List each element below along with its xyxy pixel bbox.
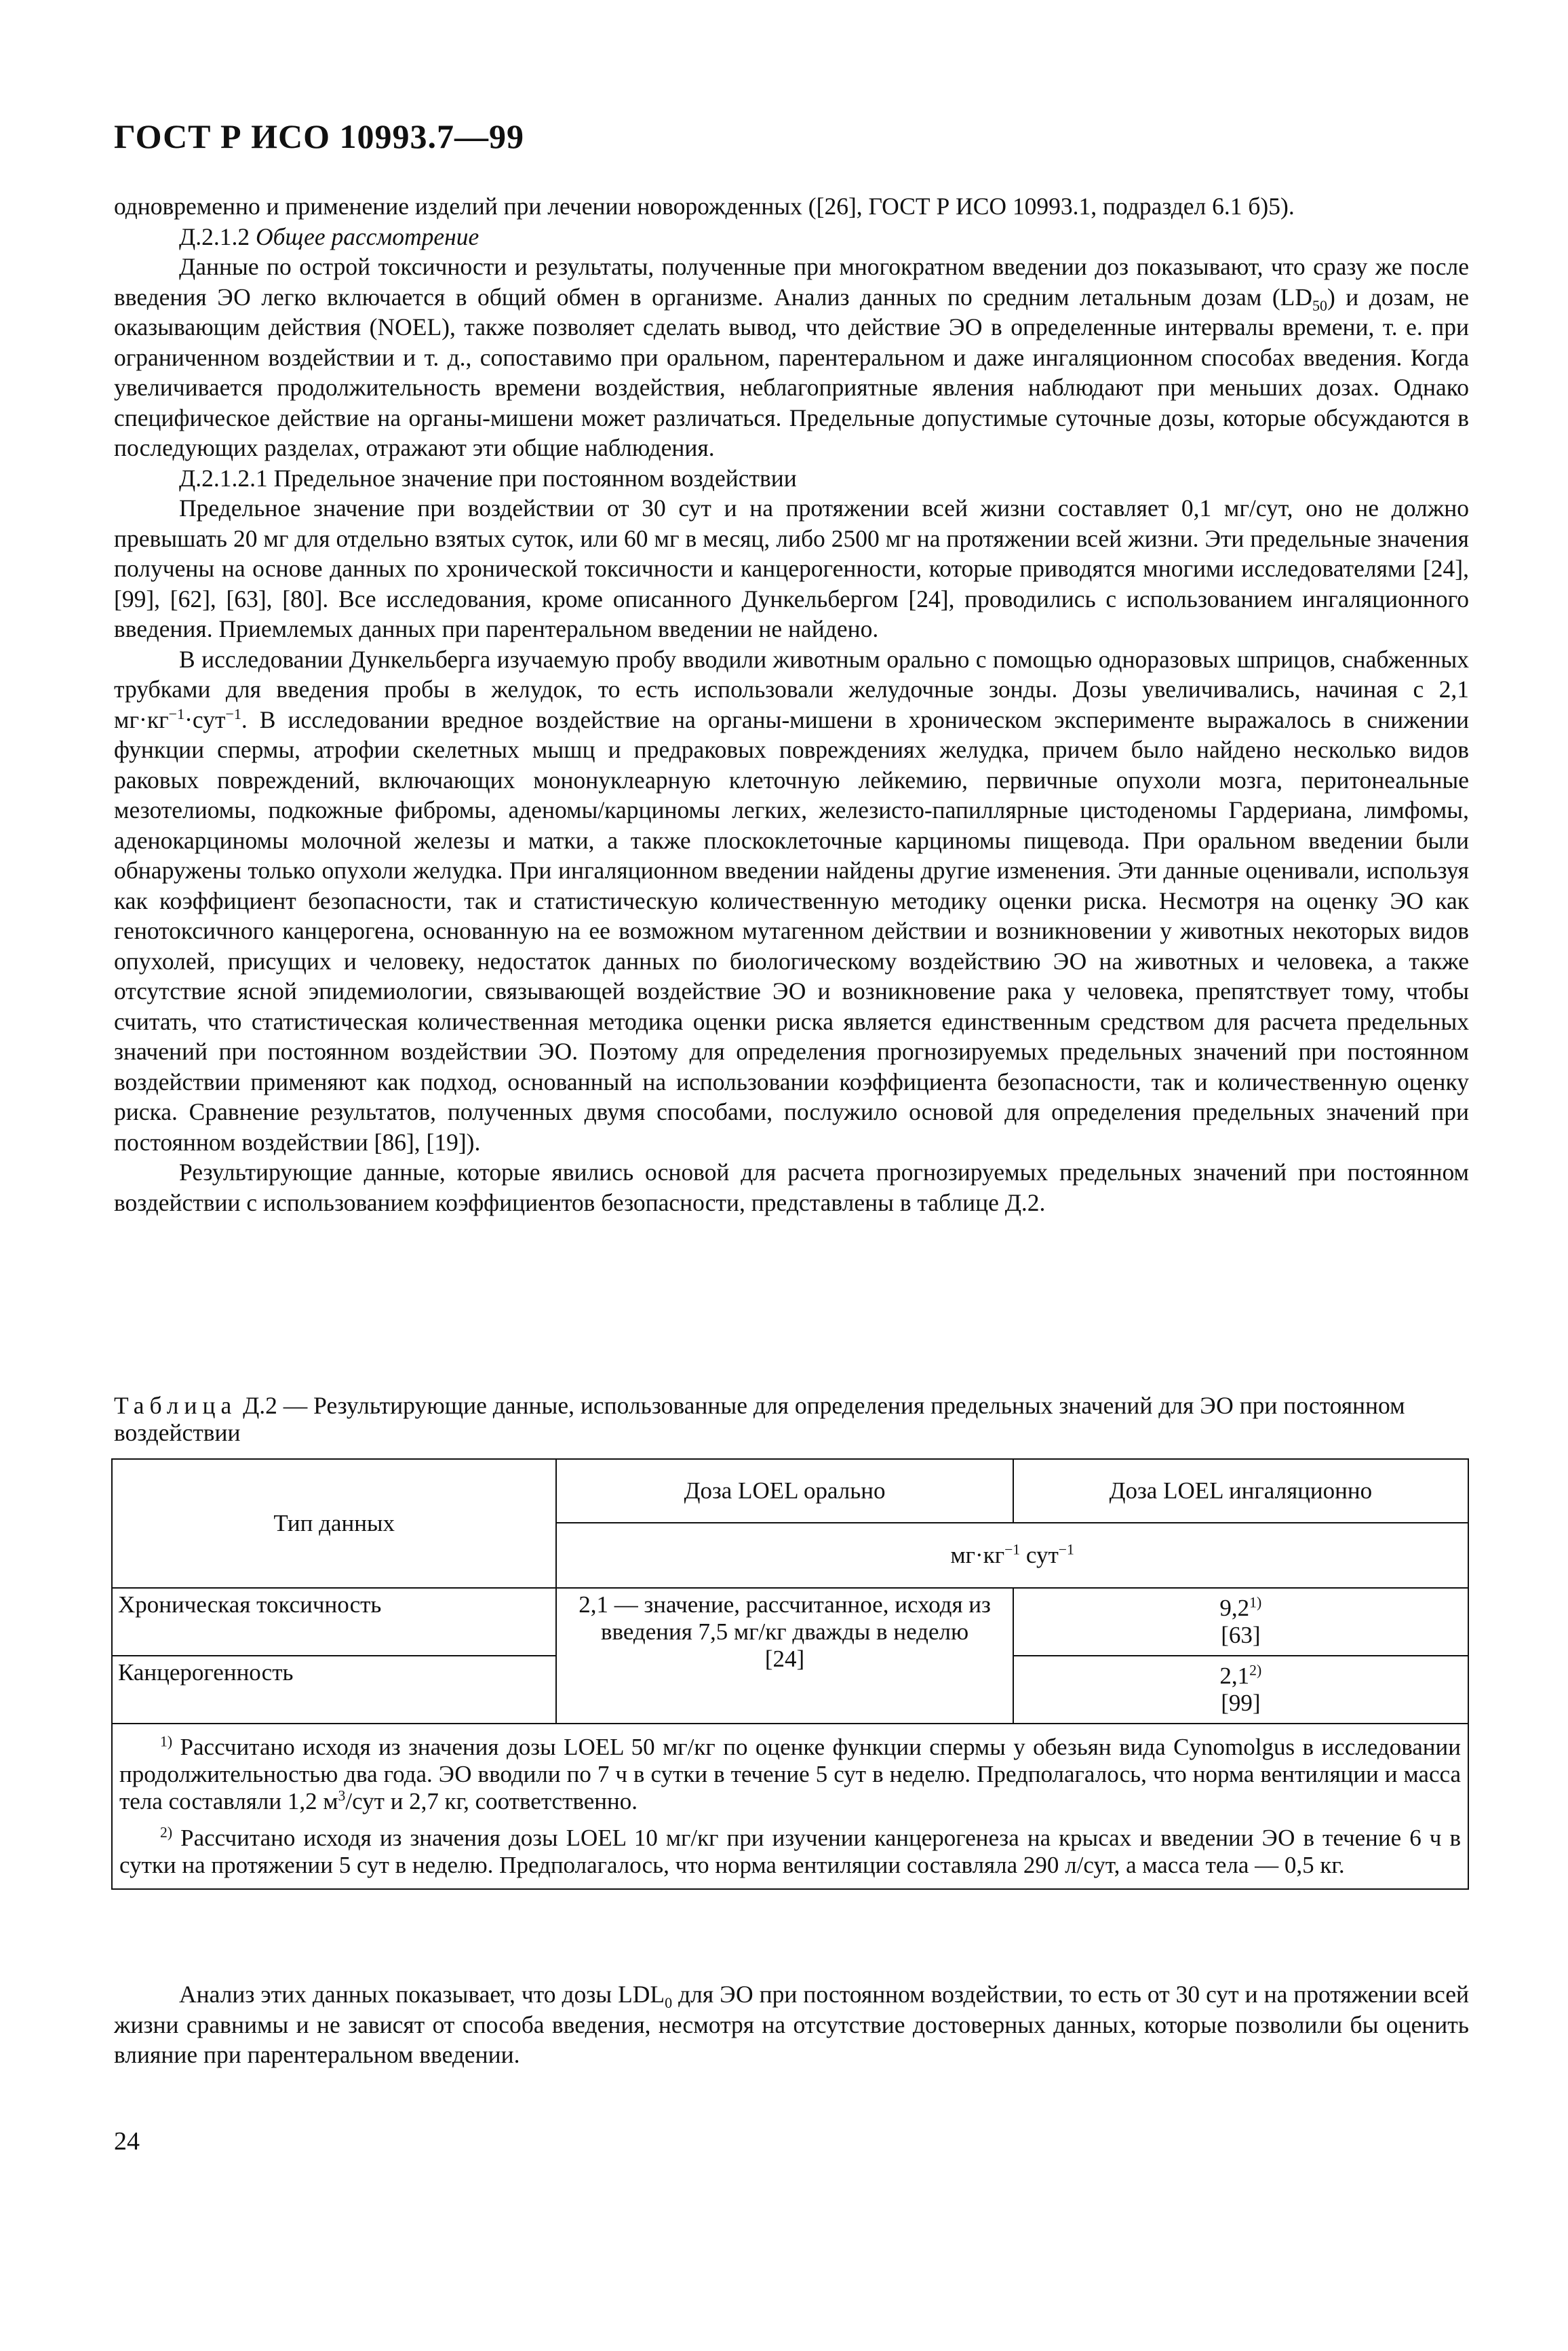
text-run: . В исследовании вредное воздействие на органы-мишени в хроническом эксперименте выражалось в снижении функции спермы, атрофии скелетных мышц и предраковых повреждениях желудка, причем было найдено несколько видов раковых повреждений, включающих мононуклеарную клеточную лейкемию, первичные опухоли мозга, перитонеальные мезотелиомы, подкожные фибромы, аденомы/карциномы легких, железисто-папиллярные цистоденомы Гардериана, лимфомы, аденокарциномы молочной железы и матки, а также плоскоклеточные карциномы пищевода. При оральном введении были обнаружены только опухоли желудка. При ингаляционном введении найдены другие изменения. Эти данные оценивали, используя как коэффициент безопасности, так и статистическую количественную методику оценки риска. Несмотря на оценку ЭО как генотоксичного канцерогена, основанную на ее возможном мутагенном действии и возникновении у животных некоторых видов опухолей, присущих и человеку, недостаток данных по биологическому воздействию ЭО на животных и человека, а также отсутствие ясной эпидемиологии, связывающей воздействие ЭО и возникновение рака у человека, препятствует тому, чтобы считать, что статистическая количественная методика оценки риска является единственным средством для расчета предельных значений при постоянном воздействии ЭО. Поэтому для определения прогнозируемых предельных значений при постоянном воздействии применяют как подход, основанный на использовании коэффициента безопасности, так и количественную оценку риска. Сравнение результатов, полученных двумя способами, послужило основой для определения предельных значений при постоянном воздействии [86], [19]).: [114, 705, 1469, 1156]
data-table: [111, 1458, 1469, 1890]
units-text: сут: [1020, 1542, 1059, 1568]
table-caption: [114, 1392, 1469, 1446]
page-number: 24: [114, 2127, 140, 2156]
oral-value-text: 2,1 — значение, рассчитанное, исходя из введения 7,5 мг/кг дважды в неделю: [579, 1591, 991, 1645]
table-row: [112, 1588, 1468, 1656]
footnote-text: Рассчитано исходя из значения дозы LOEL 50 мг/кг по оценке функции спермы у обезьян вида Cynomolgus в исследовании продолжительностью два года. ЭО вводили по 7 ч в сутки в течение 5 сут в неделю. Предполагалось, что норма вентиляции и масса тела составляли 1,2 м: [119, 1734, 1461, 1814]
analysis-text: [114, 1979, 1469, 2070]
row-type-cell: Хроническая токсичность: [112, 1588, 556, 1656]
text-run: Анализ этих данных показывает, что дозы LDL: [179, 1981, 665, 2008]
table-footnotes: [112, 1724, 1468, 1889]
footnote-marker: 1): [1249, 1594, 1262, 1611]
footnote-mark: 2): [160, 1824, 173, 1841]
footnote-2: [119, 1825, 1461, 1879]
paragraph-result: Результирующие данные, которые явились основой для расчета прогнозируемых предельных значений при постоянном воздействии с использованием коэффициентов безопасности, представлены в таблице Д.2.: [114, 1159, 1469, 1216]
superscript: 3: [338, 1787, 346, 1804]
table-caption-label: Таблица: [114, 1392, 237, 1419]
header-units: [556, 1523, 1468, 1588]
paragraph-dunkelberg: [114, 644, 1469, 1158]
header-data-type: Тип данных: [112, 1459, 556, 1588]
section-heading-d2121: Д.2.1.2.1 Предельное значение при постоянном воздействии: [179, 464, 797, 492]
footnote-1: [119, 1734, 1461, 1815]
table-footnotes-row: [112, 1724, 1468, 1889]
units-superscript: −1: [1058, 1541, 1074, 1558]
header-oral-dose: Доза LOEL орально: [556, 1459, 1013, 1523]
inhalation-reference: [63]: [1221, 1622, 1261, 1648]
oral-shared-cell: [556, 1588, 1013, 1724]
section-title: Общее рассмотрение: [255, 222, 479, 250]
text-run: ) и дозам, не оказывающим действия (NOEL), также позволяет сделать вывод, что действие ЭО в определенные интервалы времени, т. е. при ограниченном воздействии и т. д., сопоставимо при оральном, парентеральном и даже ингаляционном способах введения. Когда увеличивается продолжительность времени воздействия, неблагоприятные явления наблюдают при меньших дозах. Однако специфическое действие на органы-мишени может различаться. Предельные допустимые суточные дозы, которые обсуждаются в последующих разделах, отражают эти общие наблюдения.: [114, 283, 1469, 461]
text-run: ·сут: [184, 705, 226, 733]
units-text: мг·кг: [950, 1542, 1005, 1568]
footnote-text: Рассчитано исходя из значения дозы LOEL 10 мг/кг при изучении канцерогенеза на крысах и введении ЭО в течение 6 ч в сутки на протяжении 5 сут в неделю. Предполагалось, что норма вентиляции составляла 290 л/сут, а масса тела — 0,5 кг.: [119, 1825, 1461, 1878]
inhalation-value: 2,1: [1219, 1663, 1250, 1689]
footnote-text: /сут и 2,7 кг, соответственно.: [345, 1788, 638, 1814]
superscript: −1: [168, 705, 185, 722]
section-number: Д.2.1.2: [179, 222, 256, 250]
document-header: ГОСТ Р ИСО 10993.7—99: [114, 117, 524, 155]
inhalation-value-cell: [1013, 1656, 1468, 1724]
paragraph-analysis: [114, 1979, 1469, 2070]
text-run: В исследовании Дункельберга изучаемую пробу вводили животным орально с помощью одноразовых шприцов, снабженных трубками для введения пробы в желудок, то есть использовали желудочные зонды. Дозы увеличивались, начиная с 2,1 мг·кг: [114, 645, 1469, 733]
paragraph-acute-toxicity: [114, 252, 1469, 463]
subscript: 0: [665, 1994, 673, 2012]
header-inhalation-dose: Доза LOEL ингаляционно: [1013, 1459, 1468, 1523]
inhalation-value-cell: [1013, 1588, 1468, 1656]
body-text: [114, 191, 1469, 1218]
oral-reference: [24]: [764, 1646, 805, 1672]
inhalation-value: 9,2: [1219, 1595, 1250, 1621]
section-heading-d212: [114, 222, 1469, 252]
paragraph-continuation: одновременно и применение изделий при лечении новорожденных ([26], ГОСТ Р ИСО 10993.1, подраздел 6.1 б)5).: [114, 193, 1295, 220]
row-type-cell: Канцерогенность: [112, 1656, 556, 1724]
table-caption-text: Д.2 — Результирующие данные, использованные для определения предельных значений для ЭО при постоянном воздействии: [114, 1392, 1405, 1446]
subscript: 50: [1312, 296, 1327, 314]
text-run: для ЭО при постоянном воздействии, то есть от 30 сут и на протяжении всей жизни сравнимы и не зависят от способа введения, несмотря на отсутствие достоверных данных, которые позволили бы оценить влияние при парентеральном введении.: [114, 1981, 1469, 2068]
footnote-marker: 2): [1249, 1662, 1262, 1679]
superscript: −1: [225, 705, 241, 722]
footnote-mark: 1): [160, 1733, 173, 1750]
inhalation-reference: [99]: [1221, 1690, 1261, 1716]
paragraph-limit-value: Предельное значение при воздействии от 30 сут и на протяжении всей жизни составляет 0,1 мг/сут, оно не должно превышать 20 мг для отдельно взятых суток, или 60 мг в месяц, либо 2500 мг на протяжении всей жизни. Эти предельные значения получены на основе данных по хронической токсичности и канцерогенности, которые приводятся многими исследователями [24], [99], [62], [63], [80]. Все исследования, кроме описанного Дункельбергом [24], проводились с использованием ингаляционного введения. Приемлемых данных при парентеральном введении не найдено.: [114, 494, 1469, 642]
units-superscript: −1: [1004, 1541, 1021, 1558]
text-run: Данные по острой токсичности и результаты, полученные при многократном введении доз показывают, что сразу же после введения ЭО легко включается в общий обмен в организме. Анализ данных по средним летальным дозам (LD: [114, 253, 1469, 311]
